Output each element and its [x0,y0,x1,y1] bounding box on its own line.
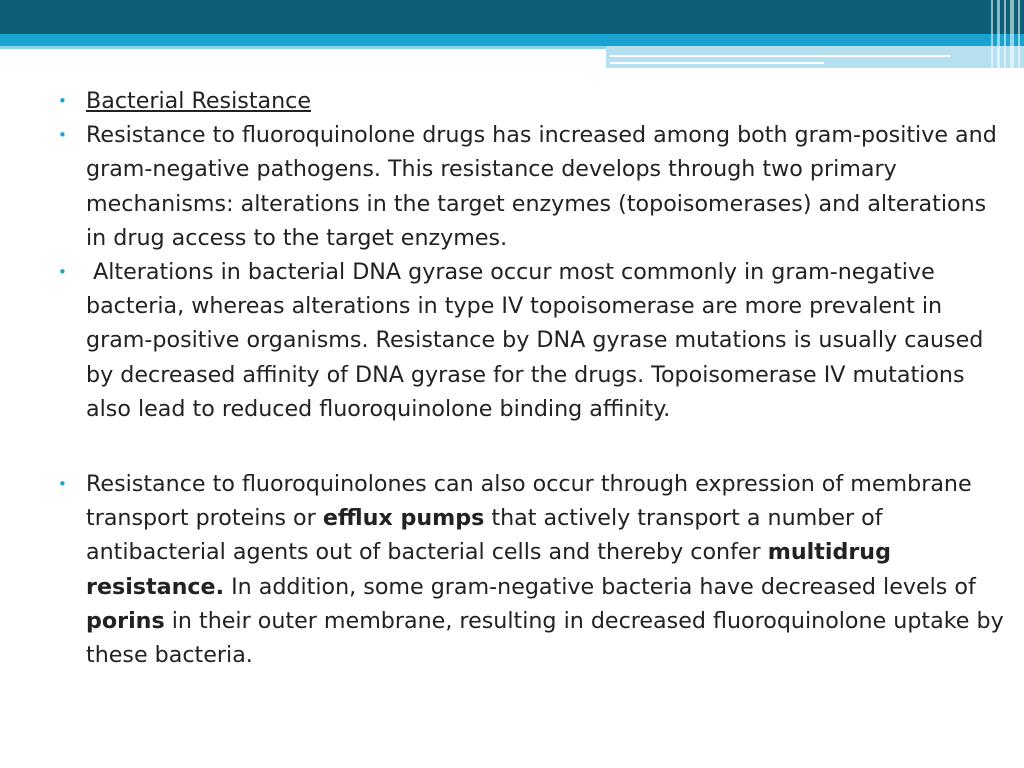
bullet-icon: • [58,126,67,145]
slide-body [55,84,1005,672]
bullet-text: Alterations in bacterial DNA gyrase occur most commonly in gram-negative bacteria, whereas alterations in type IV topoisomerase are more prevalent in gram-positive organisms. Resistance by DNA gyrase mutations is usually caused by decreased affinity of DNA gyrase for the drugs. Topoisomerase IV mutations also lead to reduced fluoroquinolone binding affinity. [86,259,991,422]
bold-term-multidrug-resistance: multidrug resistance. [86,539,891,600]
bullet-icon: • [58,263,67,282]
text-segment: In addition, some gram-negative bacteria have decreased levels of [224,573,976,600]
header-vertical-stripe [1004,0,1006,68]
bullet-text: Resistance to fluoroquinolone drugs has increased among both gram-positive and gram-negative pathogens. This resistance develops through two primary mechanisms: alterations in the target enzymes (topoisomerases) and alterations in drug access to the target enzymes. [86,122,997,251]
header-vertical-stripe [1010,0,1014,68]
header-vertical-stripe [997,0,1000,68]
section-heading: Bacterial Resistance [86,88,312,114]
bullet-icon: • [58,92,67,110]
bullet-text [86,471,1004,668]
header-vertical-stripe [991,0,993,68]
bullet-item [55,467,1005,672]
bullet-item [55,118,1005,255]
bullet-icon: • [58,475,67,494]
header-stripe [610,55,950,57]
text-segment: in their outer membrane, resulting in decreased fluoroquinolone uptake by these bacteria. [86,607,1004,669]
bold-term-efflux-pumps: efflux pumps [322,505,485,532]
header-band-dark [0,0,1024,34]
paragraph-spacer [55,426,1005,467]
bullet-item [55,84,1005,118]
bullet-item [55,255,1005,426]
header-stripe [610,62,824,64]
bold-term-porins: porins [86,607,165,634]
header-band-blue [0,34,1024,46]
header-band-light-left [0,46,606,49]
header-vertical-stripe [1018,0,1020,68]
header-band-light-right [606,46,1024,68]
text-segment: that actively transport a number of antibacterial agents out of bacterial cells and thereby confer [86,505,883,566]
text-segment: Resistance to fluoroquinolones can also occur through expression of membrane transport proteins or [86,471,972,532]
